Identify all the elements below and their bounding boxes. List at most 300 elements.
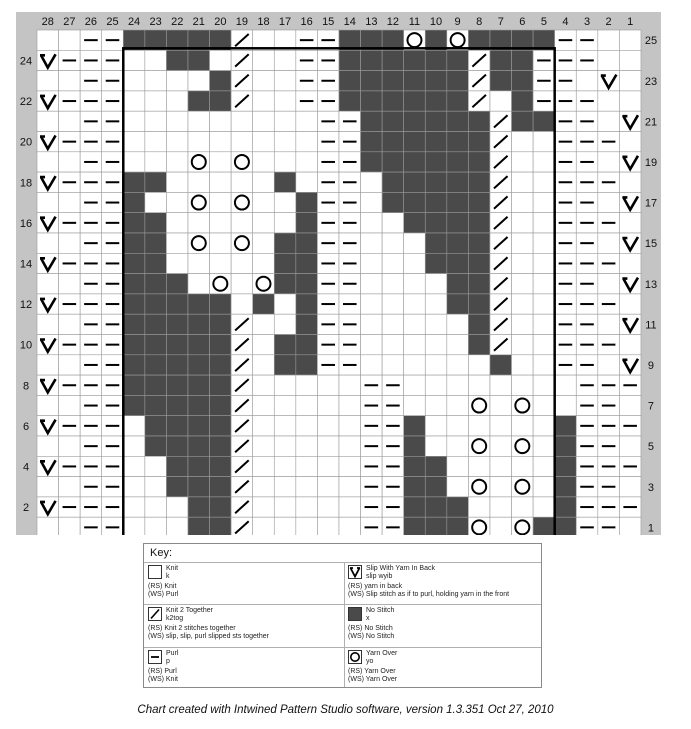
no-stitch-cell bbox=[555, 517, 577, 535]
stitch-cell bbox=[533, 233, 555, 253]
no-stitch-cell bbox=[210, 395, 232, 415]
stitch-cell bbox=[210, 152, 232, 172]
column-label: 25 bbox=[106, 16, 119, 28]
no-stitch-cell bbox=[468, 253, 490, 273]
stitch-cell bbox=[317, 497, 339, 517]
stitch-cell bbox=[512, 314, 534, 334]
no-stitch-cell bbox=[210, 456, 232, 476]
key-name: Yarn Over bbox=[366, 650, 398, 657]
no-stitch-cell bbox=[145, 213, 167, 233]
stitch-cell bbox=[145, 497, 167, 517]
stitch-cell bbox=[447, 416, 469, 436]
no-stitch-cell bbox=[512, 71, 534, 91]
no-stitch-cell bbox=[404, 456, 426, 476]
column-label: 5 bbox=[540, 16, 547, 28]
stitch-cell bbox=[533, 314, 555, 334]
no-stitch-cell bbox=[468, 314, 490, 334]
stitch-cell bbox=[253, 192, 275, 212]
stitch-cell bbox=[533, 375, 555, 395]
no-stitch-cell bbox=[361, 91, 383, 111]
no-stitch-cell bbox=[188, 355, 210, 375]
stitch-cell bbox=[253, 71, 275, 91]
no-stitch-cell bbox=[296, 192, 318, 212]
no-stitch-cell bbox=[296, 294, 318, 314]
row-label: 15 bbox=[644, 238, 658, 251]
stitch-cell bbox=[274, 294, 296, 314]
stitch-cell bbox=[210, 192, 232, 212]
no-stitch-cell bbox=[425, 91, 447, 111]
stitch-cell bbox=[188, 71, 210, 91]
stitch-cell bbox=[145, 132, 167, 152]
stitch-cell bbox=[59, 274, 81, 294]
no-stitch-cell bbox=[425, 497, 447, 517]
stitch-cell bbox=[555, 375, 577, 395]
no-stitch-cell bbox=[210, 91, 232, 111]
no-stitch-cell bbox=[425, 233, 447, 253]
stitch-cell bbox=[512, 375, 534, 395]
no-stitch-cell bbox=[447, 294, 469, 314]
no-stitch-cell bbox=[404, 172, 426, 192]
stitch-cell bbox=[274, 517, 296, 535]
key-name: Slip With Yarn In Back bbox=[366, 565, 435, 572]
stitch-cell bbox=[253, 152, 275, 172]
stitch-cell bbox=[490, 395, 512, 415]
stitch-cell bbox=[512, 253, 534, 273]
stitch-cell bbox=[339, 436, 361, 456]
stitch-cell bbox=[576, 517, 598, 535]
stitch-cell bbox=[425, 355, 447, 375]
stitch-cell bbox=[188, 213, 210, 233]
stitch-cell bbox=[361, 294, 383, 314]
no-stitch-cell bbox=[533, 111, 555, 131]
stitch-cell bbox=[512, 294, 534, 314]
stitch-cell bbox=[253, 375, 275, 395]
stitch-cell bbox=[533, 416, 555, 436]
yarn-over-icon bbox=[472, 399, 486, 413]
no-stitch-cell bbox=[123, 192, 145, 212]
column-label: 22 bbox=[171, 16, 184, 28]
stitch-cell bbox=[490, 91, 512, 111]
stitch-cell bbox=[404, 314, 426, 334]
row-label: 4 bbox=[22, 461, 30, 474]
no-stitch-cell bbox=[166, 335, 188, 355]
stitch-cell bbox=[533, 335, 555, 355]
yarn-over-icon bbox=[515, 480, 529, 494]
stitch-cell bbox=[598, 274, 620, 294]
stitch-cell bbox=[404, 253, 426, 273]
no-stitch-cell bbox=[404, 132, 426, 152]
stitch-cell bbox=[274, 152, 296, 172]
yarn-over-icon bbox=[235, 236, 249, 250]
no-stitch-cell bbox=[425, 111, 447, 131]
stitch-cell bbox=[296, 111, 318, 131]
stitch-cell bbox=[123, 436, 145, 456]
row-label: 20 bbox=[19, 136, 33, 149]
no-stitch-cell bbox=[425, 152, 447, 172]
column-label: 24 bbox=[127, 16, 141, 28]
stitch-cell bbox=[404, 233, 426, 253]
stitch-cell bbox=[188, 253, 210, 273]
yarn-over-icon bbox=[515, 439, 529, 453]
yarn-over-icon bbox=[472, 520, 486, 534]
stitch-cell bbox=[210, 132, 232, 152]
no-stitch-cell bbox=[145, 274, 167, 294]
stitch-cell bbox=[274, 91, 296, 111]
stitch-cell bbox=[317, 395, 339, 415]
column-label: 23 bbox=[149, 16, 162, 28]
legend-key bbox=[143, 543, 542, 688]
stitch-cell bbox=[37, 152, 59, 172]
stitch-cell bbox=[253, 213, 275, 233]
key-ws: (WS) Yarn Over bbox=[348, 676, 398, 684]
column-label: 20 bbox=[214, 16, 227, 28]
stitch-cell bbox=[576, 71, 598, 91]
stitch-cell bbox=[37, 355, 59, 375]
stitch-cell bbox=[533, 395, 555, 415]
stitch-cell bbox=[123, 71, 145, 91]
stitch-cell bbox=[317, 436, 339, 456]
stitch-cell bbox=[274, 213, 296, 233]
no-stitch-cell bbox=[447, 274, 469, 294]
yarn-over-icon bbox=[192, 155, 206, 169]
stitch-cell bbox=[339, 456, 361, 476]
stitch-cell bbox=[37, 111, 59, 131]
no-stitch-cell bbox=[447, 233, 469, 253]
no-stitch-cell bbox=[404, 416, 426, 436]
no-stitch-cell bbox=[145, 314, 167, 334]
no-stitch-cell bbox=[274, 274, 296, 294]
no-stitch-cell bbox=[123, 375, 145, 395]
stitch-cell bbox=[59, 152, 81, 172]
no-stitch-cell bbox=[404, 91, 426, 111]
stitch-cell bbox=[210, 233, 232, 253]
stitch-cell bbox=[425, 436, 447, 456]
no-stitch-cell bbox=[188, 314, 210, 334]
yarn-over-icon bbox=[235, 196, 249, 210]
stitch-cell bbox=[59, 30, 81, 50]
no-stitch-cell bbox=[123, 213, 145, 233]
stitch-cell bbox=[533, 172, 555, 192]
no-stitch-cell bbox=[555, 436, 577, 456]
no-stitch-cell bbox=[145, 436, 167, 456]
stitch-cell bbox=[274, 497, 296, 517]
no-stitch-cell bbox=[296, 233, 318, 253]
column-label: 28 bbox=[41, 16, 54, 28]
stitch-cell bbox=[468, 375, 490, 395]
no-stitch-cell bbox=[447, 111, 469, 131]
key-name: Purl bbox=[166, 650, 179, 657]
no-stitch-cell bbox=[339, 50, 361, 70]
no-stitch-cell bbox=[404, 436, 426, 456]
no-stitch-cell bbox=[361, 152, 383, 172]
stitch-cell bbox=[425, 335, 447, 355]
row-label: 1 bbox=[647, 522, 655, 535]
no-stitch-cell bbox=[555, 497, 577, 517]
key-divider bbox=[344, 562, 345, 687]
no-stitch-cell bbox=[447, 71, 469, 91]
stitch-cell bbox=[166, 91, 188, 111]
key-ws: (WS) slip, slip, purl slipped sts together bbox=[148, 633, 269, 641]
stitch-cell bbox=[447, 456, 469, 476]
stitch-cell bbox=[404, 294, 426, 314]
no-stitch-cell bbox=[166, 50, 188, 70]
stitch-cell bbox=[123, 91, 145, 111]
no-stitch-cell bbox=[123, 314, 145, 334]
stitch-cell bbox=[253, 253, 275, 273]
stitch-cell bbox=[598, 91, 620, 111]
stitch-cell bbox=[555, 395, 577, 415]
stitch-cell bbox=[361, 274, 383, 294]
no-stitch-cell bbox=[123, 274, 145, 294]
stitch-cell bbox=[619, 395, 641, 415]
no-stitch-cell bbox=[166, 274, 188, 294]
stitch-cell bbox=[447, 355, 469, 375]
no-stitch-cell bbox=[404, 213, 426, 233]
stitch-cell bbox=[145, 152, 167, 172]
stitch-cell bbox=[274, 71, 296, 91]
stitch-cell bbox=[447, 436, 469, 456]
row-label: 16 bbox=[19, 217, 33, 230]
stitch-cell bbox=[253, 111, 275, 131]
column-label: 19 bbox=[235, 16, 249, 28]
stitch-cell bbox=[382, 233, 404, 253]
stitch-cell bbox=[274, 395, 296, 415]
no-stitch-cell bbox=[166, 395, 188, 415]
stitch-cell bbox=[361, 517, 383, 535]
stitch-cell bbox=[145, 111, 167, 131]
no-stitch-cell bbox=[447, 253, 469, 273]
stitch-cell bbox=[404, 375, 426, 395]
column-label: 26 bbox=[84, 16, 98, 28]
stitch-cell bbox=[339, 477, 361, 497]
no-stitch-cell bbox=[468, 274, 490, 294]
stitch-cell bbox=[512, 213, 534, 233]
no-stitch-cell bbox=[425, 253, 447, 273]
no-stitch-cell bbox=[145, 294, 167, 314]
row-label: 22 bbox=[19, 96, 33, 109]
no-stitch-cell bbox=[145, 355, 167, 375]
stitch-cell bbox=[533, 355, 555, 375]
stitch-cell bbox=[382, 335, 404, 355]
no-stitch-cell bbox=[296, 274, 318, 294]
stitch-cell bbox=[188, 111, 210, 131]
stitch-cell bbox=[166, 152, 188, 172]
no-stitch-cell bbox=[188, 497, 210, 517]
no-stitch-cell bbox=[253, 294, 275, 314]
no-stitch-cell bbox=[512, 50, 534, 70]
row-label: 18 bbox=[19, 177, 33, 190]
stitch-cell bbox=[37, 192, 59, 212]
stitch-cell bbox=[447, 477, 469, 497]
stitch-cell bbox=[37, 436, 59, 456]
stitch-cell bbox=[468, 497, 490, 517]
stitch-cell bbox=[231, 274, 253, 294]
stitch-cell bbox=[619, 71, 641, 91]
no-stitch-cell bbox=[166, 355, 188, 375]
column-label: 12 bbox=[386, 16, 400, 28]
no-stitch-cell bbox=[425, 517, 447, 535]
no-stitch-cell bbox=[166, 294, 188, 314]
stitch-cell bbox=[253, 395, 275, 415]
stitch-cell bbox=[59, 71, 81, 91]
no-stitch-cell bbox=[296, 213, 318, 233]
no-stitch-cell bbox=[145, 335, 167, 355]
no-stitch-cell bbox=[145, 253, 167, 273]
stitch-cell bbox=[188, 172, 210, 192]
no-stitch-cell bbox=[188, 375, 210, 395]
key-ws: (WS) Purl bbox=[148, 591, 179, 599]
stitch-cell bbox=[166, 111, 188, 131]
stitch-cell bbox=[382, 517, 404, 535]
stitch-cell bbox=[512, 335, 534, 355]
stitch-cell bbox=[447, 375, 469, 395]
no-stitch-cell bbox=[274, 253, 296, 273]
stitch-cell bbox=[37, 517, 59, 535]
no-stitch-cell bbox=[447, 497, 469, 517]
stitch-cell bbox=[59, 436, 81, 456]
stitch-cell bbox=[447, 314, 469, 334]
stitch-cell bbox=[123, 132, 145, 152]
stitch-cell bbox=[598, 152, 620, 172]
stitch-cell bbox=[37, 71, 59, 91]
no-stitch-symbol bbox=[348, 607, 362, 621]
stitch-cell bbox=[619, 30, 641, 50]
column-label: 4 bbox=[562, 16, 569, 28]
stitch-cell bbox=[166, 253, 188, 273]
yarn-over-icon bbox=[451, 33, 465, 47]
key-title: Key: bbox=[150, 547, 173, 559]
no-stitch-cell bbox=[555, 456, 577, 476]
key-abbr: p bbox=[166, 658, 170, 666]
column-label: 6 bbox=[519, 16, 526, 28]
stitch-cell bbox=[59, 314, 81, 334]
stitch-cell bbox=[210, 111, 232, 131]
stitch-cell bbox=[382, 274, 404, 294]
stitch-cell bbox=[59, 477, 81, 497]
stitch-cell bbox=[37, 314, 59, 334]
stitch-cell bbox=[619, 477, 641, 497]
stitch-cell bbox=[253, 355, 275, 375]
no-stitch-cell bbox=[274, 355, 296, 375]
stitch-cell bbox=[619, 294, 641, 314]
stitch-cell bbox=[253, 132, 275, 152]
stitch-cell bbox=[210, 213, 232, 233]
stitch-cell bbox=[339, 497, 361, 517]
stitch-cell bbox=[123, 456, 145, 476]
stitch-cell bbox=[317, 375, 339, 395]
no-stitch-cell bbox=[404, 192, 426, 212]
row-label: 19 bbox=[644, 156, 658, 169]
no-stitch-cell bbox=[425, 132, 447, 152]
stitch-cell bbox=[253, 172, 275, 192]
column-label: 18 bbox=[257, 16, 270, 28]
no-stitch-cell bbox=[166, 477, 188, 497]
key-abbr: x bbox=[366, 615, 370, 623]
stitch-cell bbox=[296, 395, 318, 415]
key-rs: (RS) Purl bbox=[148, 668, 177, 675]
purl-icon bbox=[148, 650, 162, 664]
stitch-cell bbox=[425, 274, 447, 294]
k2tog-icon bbox=[148, 607, 162, 621]
stitch-cell bbox=[274, 111, 296, 131]
stitch-cell bbox=[166, 213, 188, 233]
no-stitch-cell bbox=[188, 517, 210, 535]
no-stitch-cell bbox=[296, 335, 318, 355]
stitch-cell bbox=[361, 213, 383, 233]
stitch-cell bbox=[253, 50, 275, 70]
stitch-cell bbox=[382, 294, 404, 314]
stitch-cell bbox=[274, 192, 296, 212]
knit-symbol bbox=[148, 565, 162, 579]
stitch-cell bbox=[145, 477, 167, 497]
key-name: Knit 2 Together bbox=[166, 607, 213, 614]
chart-caption: Chart created with Intwined Pattern Studio software, version 1.3.351 Oct 27, 2010 bbox=[137, 704, 554, 716]
stitch-cell bbox=[533, 192, 555, 212]
no-stitch-cell bbox=[361, 50, 383, 70]
no-stitch-cell bbox=[296, 355, 318, 375]
no-stitch-cell bbox=[555, 477, 577, 497]
no-stitch-cell bbox=[425, 71, 447, 91]
key-ws: (WS) Knit bbox=[148, 676, 178, 684]
no-stitch-cell bbox=[210, 314, 232, 334]
stitch-cell bbox=[296, 172, 318, 192]
row-label: 10 bbox=[19, 339, 33, 352]
no-stitch-cell bbox=[210, 436, 232, 456]
no-stitch-cell bbox=[188, 416, 210, 436]
stitch-cell bbox=[231, 111, 253, 131]
no-stitch-cell bbox=[188, 477, 210, 497]
stitch-cell bbox=[210, 253, 232, 273]
stitch-cell bbox=[382, 314, 404, 334]
stitch-cell bbox=[339, 416, 361, 436]
row-label: 8 bbox=[22, 380, 30, 393]
no-stitch-cell bbox=[361, 111, 383, 131]
no-stitch-cell bbox=[210, 294, 232, 314]
stitch-cell bbox=[231, 132, 253, 152]
stitch-cell bbox=[166, 172, 188, 192]
no-stitch-cell bbox=[404, 477, 426, 497]
row-label: 11 bbox=[645, 319, 657, 332]
no-stitch-cell bbox=[468, 294, 490, 314]
stitch-cell bbox=[317, 517, 339, 535]
stitch-cell bbox=[296, 456, 318, 476]
stitch-cell bbox=[447, 395, 469, 415]
stitch-cell bbox=[425, 314, 447, 334]
no-stitch-cell bbox=[425, 456, 447, 476]
stitch-cell bbox=[253, 436, 275, 456]
key-rs: (RS) Knit 2 stitches together bbox=[148, 625, 236, 632]
no-stitch-cell bbox=[123, 253, 145, 273]
no-stitch-cell bbox=[123, 355, 145, 375]
no-stitch-cell bbox=[425, 477, 447, 497]
stitch-cell bbox=[123, 152, 145, 172]
key-rs: (RS) No Stitch bbox=[348, 625, 393, 632]
key-divider bbox=[144, 562, 541, 563]
key-rs: (RS) Yarn Over bbox=[348, 668, 396, 675]
no-stitch-cell bbox=[425, 172, 447, 192]
row-label: 3 bbox=[647, 481, 655, 494]
no-stitch-cell bbox=[468, 335, 490, 355]
no-stitch-cell bbox=[468, 213, 490, 233]
stitch-cell bbox=[533, 477, 555, 497]
stitch-cell bbox=[231, 294, 253, 314]
stitch-cell bbox=[253, 517, 275, 535]
stitch-cell bbox=[296, 477, 318, 497]
stitch-cell bbox=[210, 172, 232, 192]
key-abbr: k bbox=[166, 573, 170, 581]
stitch-cell bbox=[619, 91, 641, 111]
stitch-cell bbox=[490, 497, 512, 517]
